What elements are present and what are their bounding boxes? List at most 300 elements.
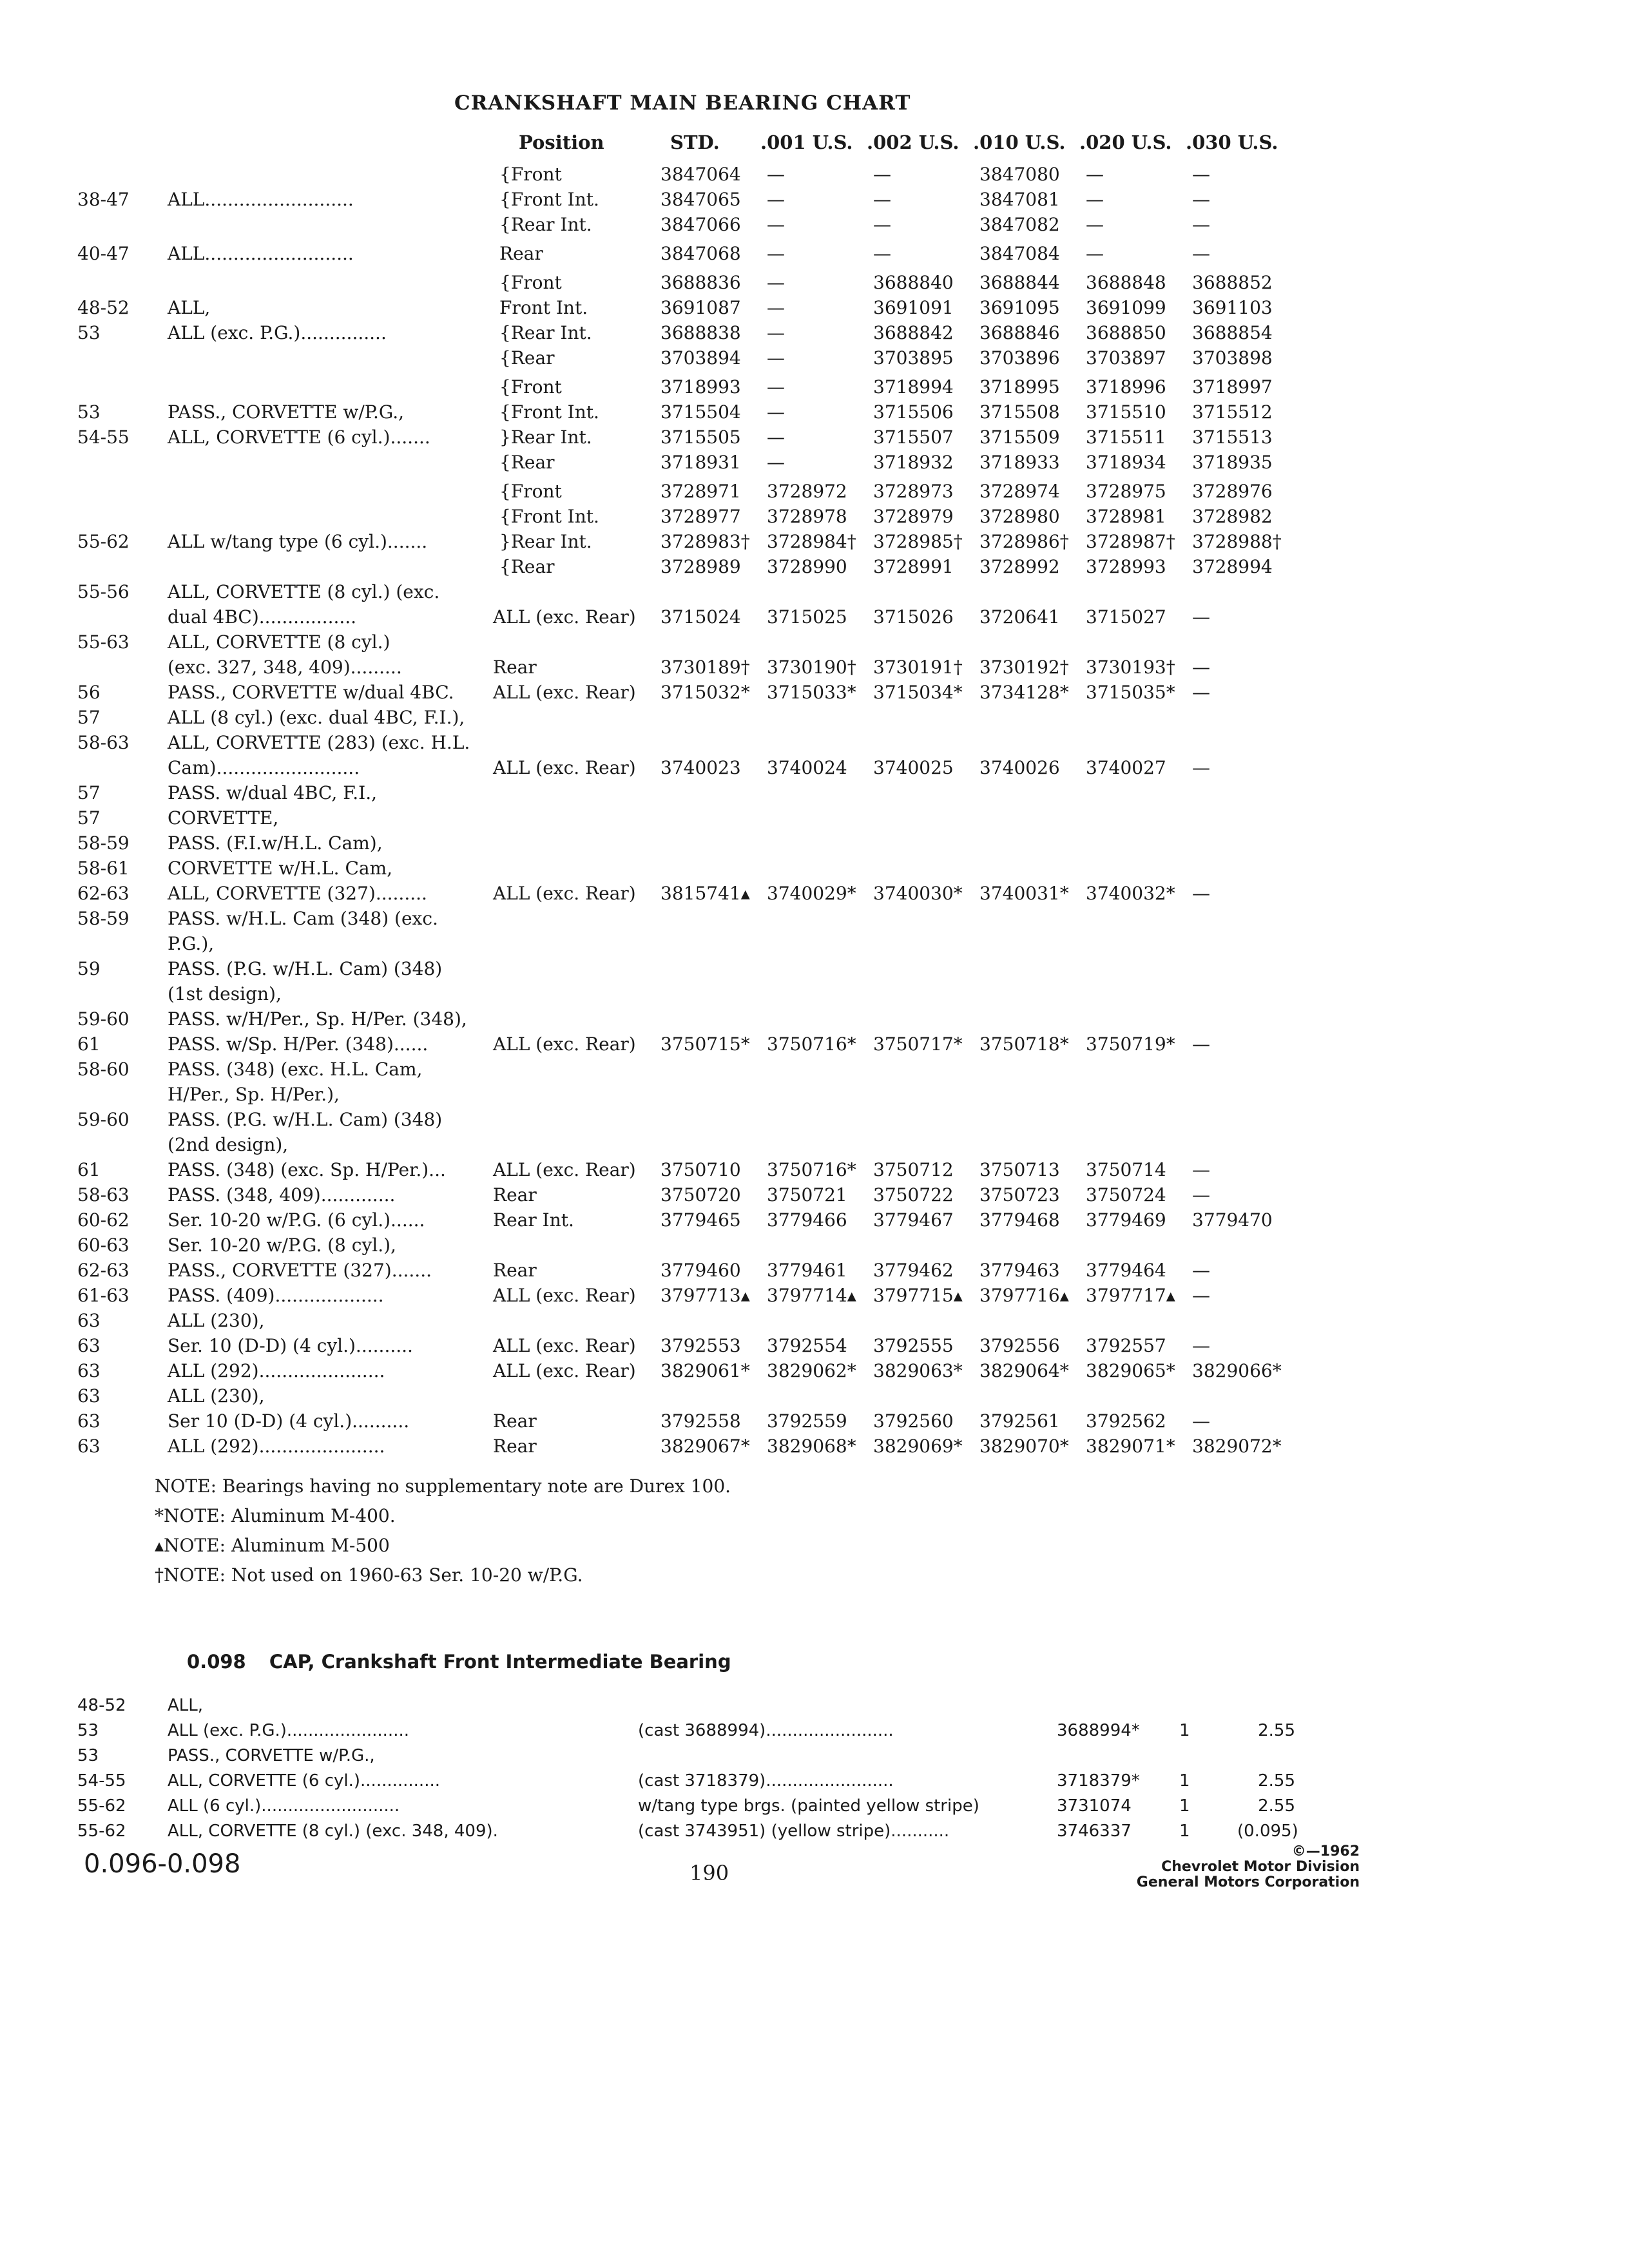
part-number-cell: 3730191† — [873, 657, 963, 678]
application-cell: H/Per., Sp. H/Per.), — [168, 1084, 340, 1105]
note-aluminum-m400: *NOTE: Aluminum M-400. — [155, 1505, 396, 1526]
position-cell: }Rear Int. — [499, 427, 592, 448]
table-row — [71, 1006, 1295, 1031]
part-number-cell: 3779466 — [767, 1209, 847, 1231]
year-cell: 63 — [77, 1335, 101, 1356]
table-row — [71, 654, 1295, 679]
table-row — [71, 579, 1295, 604]
application-cell: PASS., CORVETTE w/P.G., — [168, 401, 405, 423]
part-number-cell: — — [873, 243, 891, 264]
year-cell: 55-62 — [77, 1796, 126, 1816]
table-row — [71, 449, 1295, 474]
header-std: STD. — [670, 131, 720, 153]
year-cell: 55-62 — [77, 1821, 126, 1841]
part-number-cell: 3797713▴ — [660, 1285, 750, 1306]
part-number-cell: — — [1192, 1033, 1210, 1055]
weight-cell: 2.55 — [1258, 1721, 1295, 1740]
application-cell: Ser. 10 (D-D) (4 cyl.).......... — [168, 1335, 413, 1356]
application-cell: Ser. 10-20 w/P.G. (6 cyl.)...... — [168, 1209, 425, 1231]
application-cell: PASS. (348) (exc. H.L. Cam, — [168, 1059, 423, 1080]
part-number-cell: 3691091 — [873, 297, 954, 318]
table-row — [71, 503, 1295, 528]
table-row — [71, 880, 1295, 905]
part-number-cell: 3829064* — [979, 1360, 1069, 1381]
part-number-cell: — — [1192, 1410, 1210, 1432]
part-number-cell: 3779464 — [1086, 1260, 1166, 1281]
part-number-cell: 3779463 — [979, 1260, 1060, 1281]
part-number-cell: 3715511 — [1086, 427, 1166, 448]
part-number-cell: 3728987† — [1086, 531, 1175, 552]
part-number-cell: — — [767, 401, 785, 423]
table-row — [71, 930, 1295, 956]
part-number-cell: 3718933 — [979, 452, 1060, 473]
year-cell: 63 — [77, 1436, 101, 1457]
year-cell: 61-63 — [77, 1285, 130, 1306]
table-row — [71, 1358, 1295, 1383]
year-cell: 57 — [77, 807, 101, 829]
header-001: .001 U.S. — [760, 131, 853, 153]
part-number-cell: 3728979 — [873, 506, 954, 527]
part-number-cell: 3728977 — [660, 506, 741, 527]
application-cell: ALL (8 cyl.) (exc. dual 4BC, F.I.), — [168, 707, 465, 728]
position-cell: ALL (exc. Rear) — [493, 606, 636, 628]
table-row — [71, 1207, 1295, 1232]
part-number-cell: 3847066 — [660, 214, 741, 235]
description-cell: (cast 3718379)........................ — [638, 1771, 894, 1791]
position-cell: ALL (exc. Rear) — [493, 1285, 636, 1306]
part-number-cell: 3728978 — [767, 506, 847, 527]
part-number-cell: 3715505 — [660, 427, 741, 448]
year-cell: 55-56 — [77, 581, 130, 602]
application-cell: Cam)......................... — [168, 757, 360, 778]
table-row — [71, 240, 1295, 265]
position-cell: {Front Int. — [499, 401, 599, 423]
position-cell: ALL (exc. Rear) — [493, 883, 636, 904]
note-aluminum-m500: ▴NOTE: Aluminum M-500 — [155, 1535, 390, 1556]
part-number-cell: 3715034* — [873, 682, 963, 703]
part-number-cell: 3715504 — [660, 401, 741, 423]
part-number-cell: — — [1086, 214, 1104, 235]
application-cell: PASS. w/H.L. Cam (348) (exc. — [168, 908, 438, 929]
cap-table — [77, 1693, 1302, 1844]
part-number-cell: 3847064 — [660, 164, 741, 185]
part-number-cell: — — [1086, 189, 1104, 210]
part-number-cell: 3730189† — [660, 657, 750, 678]
part-number-cell: 3829061* — [660, 1360, 750, 1381]
part-number-cell: — — [767, 297, 785, 318]
table-row — [71, 1332, 1295, 1358]
part-number-cell: 3728993 — [1086, 556, 1166, 577]
year-cell: 54-55 — [77, 1771, 126, 1791]
part-number-cell: 3731074 — [1057, 1796, 1132, 1816]
part-number-cell: — — [1192, 883, 1210, 904]
part-number-cell: — — [873, 164, 891, 185]
part-number-cell: 3718996 — [1086, 376, 1166, 398]
part-number-cell: 3715035* — [1086, 682, 1175, 703]
table-row — [71, 729, 1295, 754]
part-number-cell: 3797716▴ — [979, 1285, 1069, 1306]
application-cell: ALL (6 cyl.).......................... — [168, 1796, 400, 1816]
application-cell: ALL (230), — [168, 1310, 265, 1331]
part-number-cell: 3718379* — [1057, 1771, 1140, 1791]
part-number-cell: 3715512 — [1192, 401, 1273, 423]
table-row — [77, 1794, 1302, 1819]
part-number-cell: — — [1192, 189, 1210, 210]
part-number-cell: — — [767, 189, 785, 210]
table-row — [71, 1383, 1295, 1408]
description-cell: (cast 3743951) (yellow stripe)........... — [638, 1821, 950, 1841]
part-number-cell: 3728994 — [1192, 556, 1273, 577]
part-number-cell: 3829071* — [1086, 1436, 1175, 1457]
note-durex: NOTE: Bearings having no supplementary note are Durex 100. — [155, 1475, 731, 1497]
part-number-cell: 3718935 — [1192, 452, 1273, 473]
table-row — [71, 905, 1295, 930]
year-cell: 57 — [77, 782, 101, 803]
table-row — [71, 1056, 1295, 1081]
part-number-cell: — — [1192, 757, 1210, 778]
part-number-cell: 3728975 — [1086, 481, 1166, 502]
part-number-cell: 3847082 — [979, 214, 1060, 235]
part-number-cell: 3730192† — [979, 657, 1069, 678]
part-number-cell: 3715027 — [1086, 606, 1166, 628]
part-number-cell: 3792555 — [873, 1335, 954, 1356]
part-number-cell: 3779470 — [1192, 1209, 1273, 1231]
part-number-cell: 3847065 — [660, 189, 741, 210]
year-cell: 59-60 — [77, 1008, 130, 1030]
table-row — [71, 704, 1295, 729]
year-cell: 58-63 — [77, 732, 130, 753]
part-number-cell: 3829072* — [1192, 1436, 1282, 1457]
part-number-cell: 3792557 — [1086, 1335, 1166, 1356]
part-number-cell: 3750719* — [1086, 1033, 1175, 1055]
header-002: .002 U.S. — [867, 131, 959, 153]
application-cell: ALL, — [168, 297, 211, 318]
position-cell: ALL (exc. Rear) — [493, 682, 636, 703]
part-number-cell: — — [1192, 243, 1210, 264]
part-number-cell: 3715026 — [873, 606, 954, 628]
position-cell: ALL (exc. Rear) — [493, 1033, 636, 1055]
part-number-cell: 3728971 — [660, 481, 741, 502]
year-cell: 53 — [77, 401, 101, 423]
table-row — [71, 855, 1295, 880]
table-row — [71, 528, 1295, 553]
header-020: .020 U.S. — [1079, 131, 1172, 153]
part-number-cell: — — [1192, 606, 1210, 628]
position-cell: Rear Int. — [493, 1209, 574, 1231]
application-cell: ALL (292)...................... — [168, 1436, 385, 1457]
part-number-cell: 3688838 — [660, 322, 741, 343]
part-number-cell: 3718997 — [1192, 376, 1273, 398]
table-row — [71, 1182, 1295, 1207]
part-number-cell: 3792558 — [660, 1410, 741, 1432]
table-row — [71, 478, 1295, 503]
part-number-cell: 3734128* — [979, 682, 1069, 703]
part-number-cell: 3740029* — [767, 883, 856, 904]
year-cell: 58-61 — [77, 858, 130, 879]
section-number: 0.098 — [187, 1651, 246, 1673]
part-number-cell: — — [1192, 1285, 1210, 1306]
part-number-cell: 3715510 — [1086, 401, 1166, 423]
position-cell: {Rear Int. — [499, 214, 592, 235]
part-number-cell: 3688836 — [660, 272, 741, 293]
table-row — [71, 629, 1295, 654]
part-number-cell: 3718932 — [873, 452, 954, 473]
part-number-cell: 3703897 — [1086, 347, 1166, 369]
quantity-cell: 1 — [1179, 1821, 1190, 1841]
part-number-cell: 3829066* — [1192, 1360, 1282, 1381]
quantity-cell: 1 — [1179, 1721, 1190, 1740]
year-cell: 63 — [77, 1410, 101, 1432]
table-row — [71, 1106, 1295, 1131]
position-cell: ALL (exc. Rear) — [493, 1335, 636, 1356]
part-number-cell: 3847068 — [660, 243, 741, 264]
part-number-cell: 3829063* — [873, 1360, 963, 1381]
year-cell: 53 — [77, 1721, 99, 1740]
table-row — [71, 780, 1295, 805]
application-cell: PASS., CORVETTE w/dual 4BC. — [168, 682, 454, 703]
part-number-cell: — — [767, 347, 785, 369]
position-cell: {Front — [499, 272, 562, 293]
table-row — [77, 1819, 1302, 1844]
application-cell: P.G.), — [168, 933, 215, 954]
year-cell: 57 — [77, 707, 101, 728]
part-number-cell: 3688848 — [1086, 272, 1166, 293]
position-cell: Rear — [493, 1436, 537, 1457]
table-row — [71, 956, 1295, 981]
part-number-cell: 3691103 — [1192, 297, 1273, 318]
part-number-cell: 3688846 — [979, 322, 1060, 343]
part-number-cell: 3728985† — [873, 531, 963, 552]
part-number-cell: — — [767, 322, 785, 343]
part-number-cell: 3715513 — [1192, 427, 1273, 448]
part-number-cell: 3792561 — [979, 1410, 1060, 1432]
year-cell: 53 — [77, 1746, 99, 1765]
part-number-cell: 3779468 — [979, 1209, 1060, 1231]
publisher-block — [1057, 1844, 1360, 1890]
bearing-table — [71, 161, 1295, 1458]
part-number-cell: 3728988† — [1192, 531, 1282, 552]
part-number-cell: 3728981 — [1086, 506, 1166, 527]
table-row — [71, 604, 1295, 629]
application-cell: PASS. (P.G. w/H.L. Cam) (348) — [168, 1109, 443, 1130]
part-number-cell: 3779460 — [660, 1260, 741, 1281]
part-number-cell: — — [767, 376, 785, 398]
application-cell: ALL (230), — [168, 1385, 265, 1407]
part-number-cell: 3815741▴ — [660, 883, 750, 904]
part-number-cell: 3750710 — [660, 1159, 741, 1180]
part-number-cell: 3750712 — [873, 1159, 954, 1180]
part-number-cell: — — [1192, 657, 1210, 678]
part-number-cell: 3792560 — [873, 1410, 954, 1432]
position-cell: {Rear — [499, 347, 555, 369]
part-number-cell: 3792562 — [1086, 1410, 1166, 1432]
table-row — [71, 424, 1295, 449]
year-cell: 58-60 — [77, 1059, 130, 1080]
part-number-cell: 3797714▴ — [767, 1285, 856, 1306]
part-number-cell: 3829070* — [979, 1436, 1069, 1457]
section-title — [187, 1651, 731, 1673]
table-row — [71, 374, 1295, 399]
part-number-cell: 3720641 — [979, 606, 1060, 628]
year-cell: 53 — [77, 322, 101, 343]
part-number-cell: 3730193† — [1086, 657, 1175, 678]
application-cell: CORVETTE w/H.L. Cam, — [168, 858, 393, 879]
part-number-cell: 3715509 — [979, 427, 1060, 448]
part-number-cell: 3715507 — [873, 427, 954, 448]
part-number-cell: 3718994 — [873, 376, 954, 398]
part-number-cell: 3728974 — [979, 481, 1060, 502]
part-number-cell: 3740027 — [1086, 757, 1166, 778]
application-cell: ALL, CORVETTE (6 cyl.)....... — [168, 427, 430, 448]
quantity-cell: 1 — [1179, 1771, 1190, 1791]
part-number-cell: 3728973 — [873, 481, 954, 502]
part-number-cell: 3715024 — [660, 606, 741, 628]
year-cell: 54-55 — [77, 427, 130, 448]
application-cell: ALL.......................... — [168, 189, 354, 210]
year-cell: 55-62 — [77, 531, 130, 552]
part-number-cell: 3750715* — [660, 1033, 750, 1055]
part-number-cell: — — [767, 452, 785, 473]
position-cell: Rear — [499, 243, 543, 264]
table-row — [71, 1408, 1295, 1433]
table-row — [77, 1718, 1302, 1744]
part-number-cell: 3703895 — [873, 347, 954, 369]
table-row — [71, 679, 1295, 704]
application-cell: ALL, CORVETTE (327)......... — [168, 883, 427, 904]
position-cell: ALL (exc. Rear) — [493, 757, 636, 778]
year-cell: 63 — [77, 1385, 101, 1407]
table-row — [71, 1232, 1295, 1257]
year-cell: 40-47 — [77, 243, 130, 264]
application-cell: PASS. (409)................... — [168, 1285, 384, 1306]
table-row — [71, 211, 1295, 236]
section-name: CAP, Crankshaft Front Intermediate Bearing — [269, 1651, 731, 1673]
part-number-cell: 3728980 — [979, 506, 1060, 527]
application-cell: PASS. (348) (exc. Sp. H/Per.)... — [168, 1159, 446, 1180]
application-cell: ALL (exc. P.G.)............... — [168, 322, 387, 343]
part-number-cell: 3703896 — [979, 347, 1060, 369]
application-cell: ALL (292)...................... — [168, 1360, 385, 1381]
part-number-cell: 3730190† — [767, 657, 856, 678]
part-number-cell: — — [1192, 1335, 1210, 1356]
table-row — [77, 1744, 1302, 1769]
part-number-cell: 3847084 — [979, 243, 1060, 264]
position-cell: {Rear — [499, 452, 555, 473]
part-number-cell: 3718931 — [660, 452, 741, 473]
part-number-cell: 3688842 — [873, 322, 954, 343]
application-cell: CORVETTE, — [168, 807, 279, 829]
part-number-cell: 3718995 — [979, 376, 1060, 398]
application-cell: ALL, CORVETTE (8 cyl.) (exc. 348, 409). — [168, 1821, 498, 1841]
part-number-cell: 3750720 — [660, 1184, 741, 1206]
part-number-cell: 3750723 — [979, 1184, 1060, 1206]
part-number-cell: 3829068* — [767, 1436, 856, 1457]
part-number-cell: 3779467 — [873, 1209, 954, 1231]
position-cell: {Front Int. — [499, 189, 599, 210]
part-number-cell: 3691099 — [1086, 297, 1166, 318]
position-cell: {Rear — [499, 556, 555, 577]
table-row — [71, 553, 1295, 579]
part-number-cell: — — [767, 214, 785, 235]
year-cell: 62-63 — [77, 1260, 130, 1281]
year-cell: 48-52 — [77, 297, 130, 318]
application-cell: PASS., CORVETTE w/P.G., — [168, 1746, 375, 1765]
part-number-cell: 3847080 — [979, 164, 1060, 185]
page-number: 190 — [689, 1861, 729, 1885]
position-cell: {Front — [499, 376, 562, 398]
position-cell: {Front Int. — [499, 506, 599, 527]
position-cell: ALL (exc. Rear) — [493, 1360, 636, 1381]
table-row — [71, 754, 1295, 780]
part-number-cell: 3792554 — [767, 1335, 847, 1356]
year-cell: 62-63 — [77, 883, 130, 904]
part-number-cell: 3829069* — [873, 1436, 963, 1457]
part-number-cell: 3750717* — [873, 1033, 963, 1055]
application-cell: PASS. (348, 409)............. — [168, 1184, 396, 1206]
part-number-cell: — — [767, 243, 785, 264]
weight-cell: 2.55 — [1258, 1771, 1295, 1791]
part-number-cell: 3703894 — [660, 347, 741, 369]
application-cell: PASS. w/dual 4BC, F.I., — [168, 782, 378, 803]
part-number-cell: — — [873, 214, 891, 235]
application-cell: dual 4BC)................. — [168, 606, 357, 628]
note-not-used: †NOTE: Not used on 1960-63 Ser. 10-20 w/P.G. — [155, 1564, 583, 1586]
part-number-cell: 3688840 — [873, 272, 954, 293]
part-number-cell: 3718934 — [1086, 452, 1166, 473]
part-number-cell: — — [1192, 214, 1210, 235]
table-row — [77, 1769, 1302, 1794]
year-cell: 38-47 — [77, 189, 130, 210]
part-number-cell: 3829062* — [767, 1360, 856, 1381]
year-cell: 59 — [77, 958, 101, 979]
year-cell: 56 — [77, 682, 101, 703]
part-number-cell: 3740031* — [979, 883, 1069, 904]
part-number-cell: 3746337 — [1057, 1821, 1132, 1841]
position-cell: Rear — [493, 1410, 537, 1432]
copyright: ©—1962 — [1291, 1843, 1360, 1860]
table-row — [71, 1257, 1295, 1282]
table-row — [71, 1282, 1295, 1307]
table-row — [71, 830, 1295, 855]
year-cell: 60-62 — [77, 1209, 130, 1231]
description-cell: (cast 3688994)........................ — [638, 1721, 894, 1740]
part-number-cell: 3728990 — [767, 556, 847, 577]
part-number-cell: — — [1192, 1260, 1210, 1281]
application-cell: PASS. (P.G. w/H.L. Cam) (348) — [168, 958, 443, 979]
position-cell: {Front — [499, 481, 562, 502]
position-cell: Front Int. — [499, 297, 588, 318]
year-cell: 59-60 — [77, 1109, 130, 1130]
part-number-cell: 3847081 — [979, 189, 1060, 210]
part-number-cell: — — [873, 189, 891, 210]
position-cell: Rear — [493, 657, 537, 678]
year-cell: 63 — [77, 1360, 101, 1381]
application-cell: ALL, CORVETTE (8 cyl.) (exc. — [168, 581, 440, 602]
part-number-cell: 3715033* — [767, 682, 856, 703]
application-cell: (1st design), — [168, 983, 282, 1004]
table-row — [71, 981, 1295, 1006]
part-number-cell: — — [1086, 243, 1104, 264]
application-cell: PASS. w/Sp. H/Per. (348)...... — [168, 1033, 429, 1055]
part-number-cell: 3728972 — [767, 481, 847, 502]
part-number-cell: 3750716* — [767, 1159, 856, 1180]
part-number-cell: 3779461 — [767, 1260, 847, 1281]
part-number-cell: 3703898 — [1192, 347, 1273, 369]
part-number-cell: 3715025 — [767, 606, 847, 628]
application-cell: (exc. 327, 348, 409)......... — [168, 657, 402, 678]
year-cell: 58-59 — [77, 832, 130, 854]
part-number-cell: 3715032* — [660, 682, 750, 703]
